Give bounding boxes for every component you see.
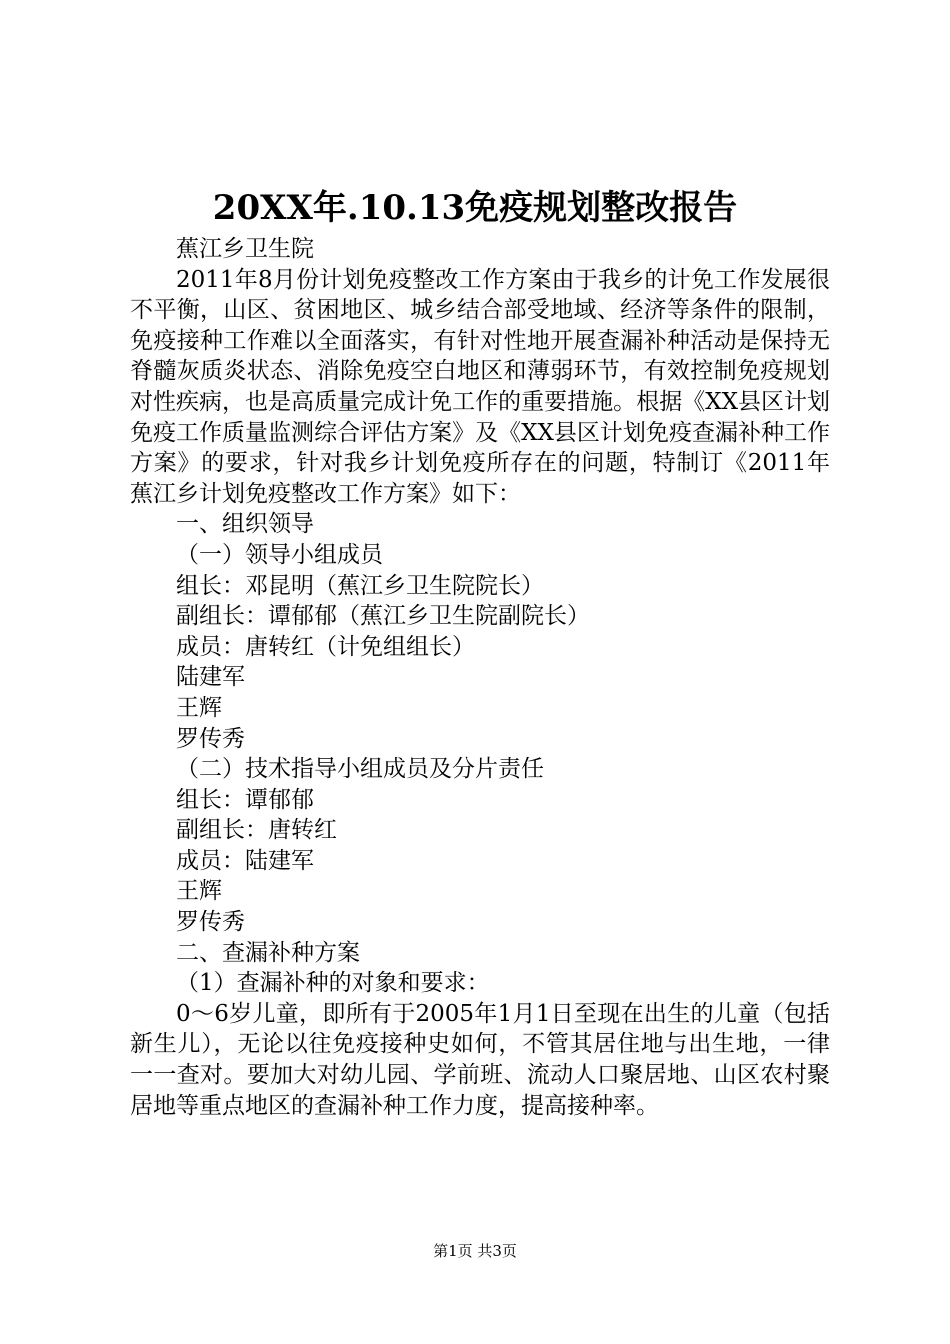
section-heading: 一、组织领导 xyxy=(176,511,314,538)
intro-paragraph: 2011年8月份计划免疫整改工作方案由于我乡的计免工作发展很不平衡，山区、贫困地区、城乡结合部受地域、经济等条件的限制，免疫接种工作难以全面落实，有针对性地开展查漏补种活动是保持无脊髓灰质炎状态、消除免疫空白地区和薄弱环节，有效控制免疫规划对性疾病，也是高质量完成计免工作的重要措施。根据《XX县区计划免疫工作质量监测综合评估方案》及《XX县区计划免疫查漏补种工作方案》的要求，针对我乡计划免疫所存在的问题，特制订《2011年蕉江乡计划免疫整改工作方案》如下： xyxy=(130,266,830,507)
member-name: 王辉 xyxy=(176,878,222,905)
member-name: 陆建军 xyxy=(176,664,245,691)
subsection-heading: （二）技术指导小组成员及分片责任 xyxy=(176,756,544,783)
leader-line: 组长：邓昆明（蕉江乡卫生院院长） xyxy=(176,572,544,599)
deputy-leader-line: 副组长：唐转红 xyxy=(176,817,337,844)
members-line: 成员：唐转红（计免组组长） xyxy=(176,633,475,660)
document-title: 20XX年.10.13免疫规划整改报告 xyxy=(212,188,738,228)
organization-name: 蕉江乡卫生院 xyxy=(176,236,314,262)
page-footer: 第1页 共3页 xyxy=(433,1242,517,1260)
section-heading: 二、查漏补种方案 xyxy=(176,939,360,966)
members-line: 成员：陆建军 xyxy=(176,847,314,874)
member-name: 罗传秀 xyxy=(176,909,245,936)
leader-line: 组长：谭郁郁 xyxy=(176,786,314,813)
deputy-leader-line: 副组长：谭郁郁（蕉江乡卫生院副院长） xyxy=(176,603,590,630)
subsection-heading: （一）领导小组成员 xyxy=(176,541,383,568)
member-name: 罗传秀 xyxy=(176,725,245,752)
target-paragraph: 0～6岁儿童，即所有于2005年1月1日至现在出生的儿童（包括新生儿），无论以往免疫接种史如何，不管其居住地与出生地，一律一一查对。要加大对幼儿园、学前班、流动人口聚居地、山区农村聚居地等重点地区的查漏补种工作力度，提高接种率。 xyxy=(130,1000,830,1119)
member-name: 王辉 xyxy=(176,694,222,721)
document-body xyxy=(130,234,830,1121)
subsection-heading: （1）查漏补种的对象和要求： xyxy=(176,970,490,997)
